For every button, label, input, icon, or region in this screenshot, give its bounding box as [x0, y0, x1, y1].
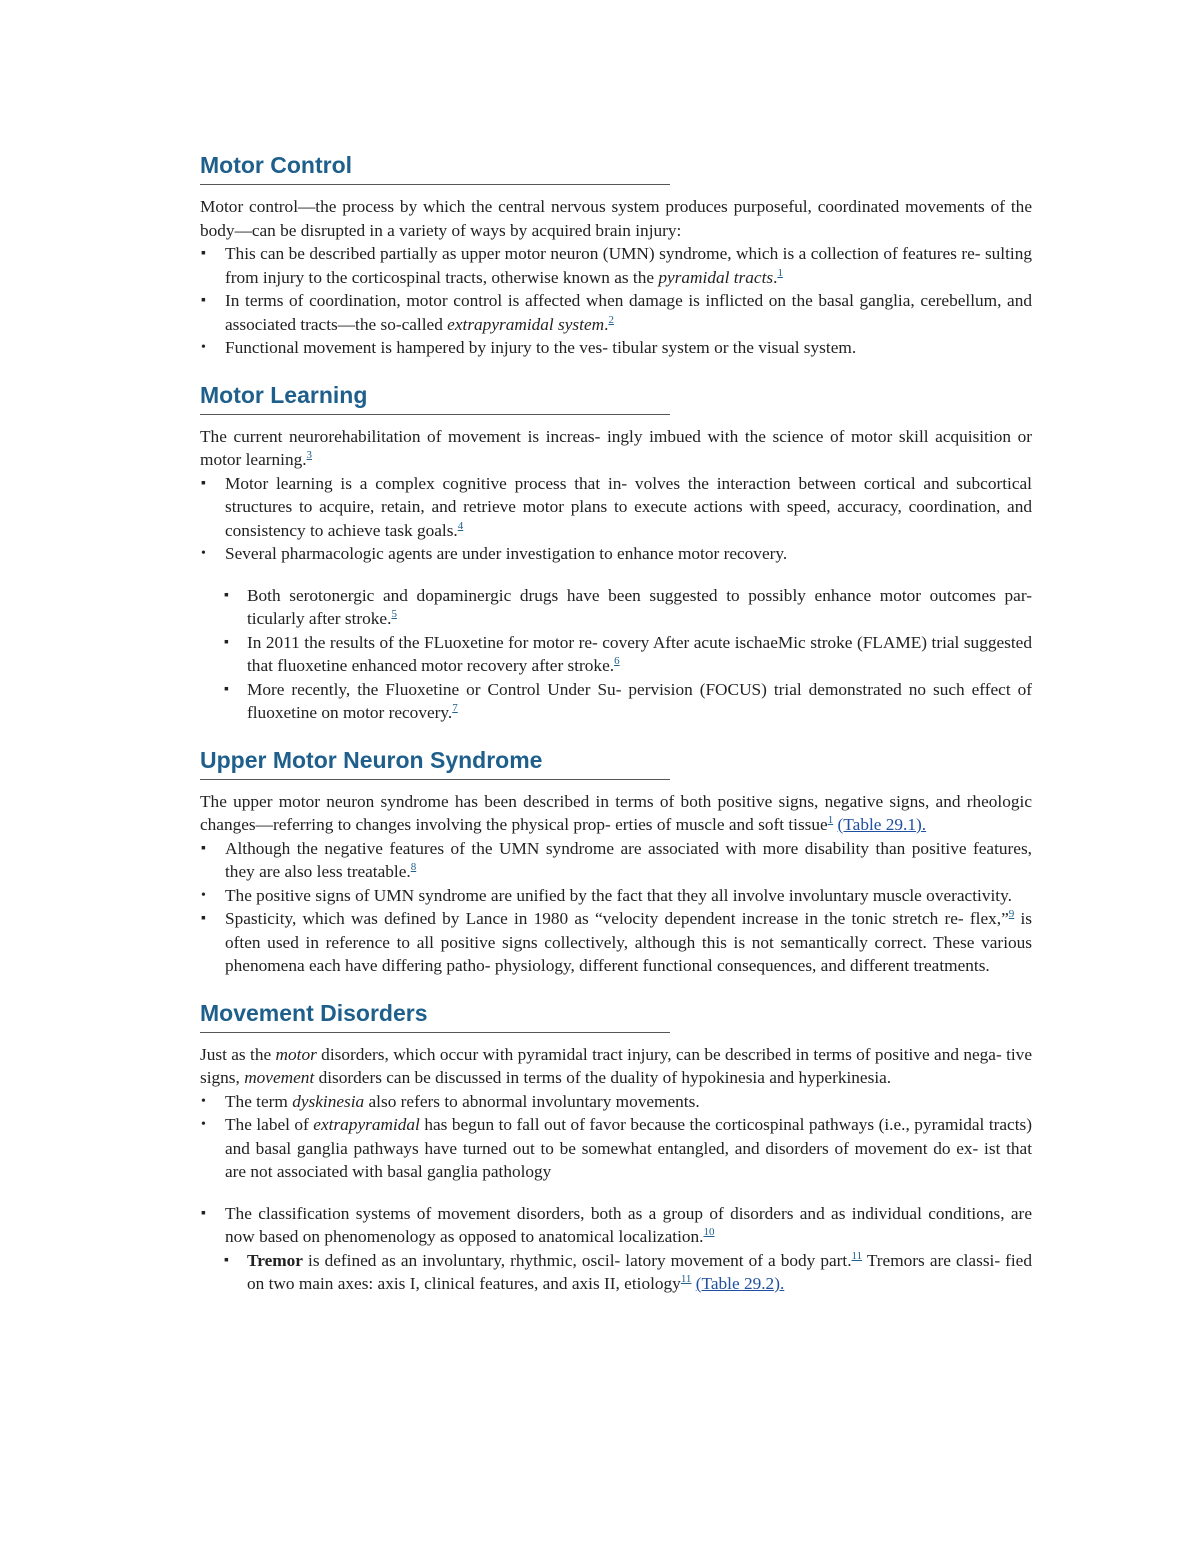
bullet-list: [200, 242, 1032, 360]
round-bullet-icon: •: [201, 1117, 206, 1132]
footnote-ref[interactable]: 5: [391, 608, 397, 621]
footnote-ref[interactable]: 11: [680, 1273, 692, 1286]
list-item: ▪ Spasticity, which was defined by Lance in 1980 as “velocity dependent increase in the tonic stretch re- flex,”$^9$ is often used in reference to all positive signs collectively, although this is not semantically correct. These various phenomena each have differing patho- physiology, different functional consequences, and different treatments.: [201, 908, 1032, 975]
square-bullet-icon: ▪: [224, 587, 229, 603]
document-page: [200, 150, 1032, 1316]
sub-bullet-list: [200, 1249, 1032, 1296]
section-intro: The upper motor neuron syndrome has been described in terms of both positive signs, negative signs, and rheologic changes—referring to changes involving the physical prop- erties of muscle and soft tissue$^1$ (Table 29.1).: [200, 791, 1032, 834]
table-link[interactable]: (Table 29.2).: [695, 1274, 785, 1293]
list-item: • Functional movement is hampered by injury to the ves- tibular system or the visual system.: [200, 336, 1032, 360]
list-item: ▪ Motor learning is a complex cognitive process that in- volves the interaction between cortical and subcortical structures to acquire, retain, and retrieve motor plans to execute actions with speed, accuracy, coordination, and consistency to achieve task goals.$^4$: [201, 473, 1032, 540]
sub-bullet-list: [200, 584, 1032, 725]
footnote-ref[interactable]: 3: [306, 449, 313, 462]
heading-rule: [200, 184, 670, 185]
list-item: ▪ In 2011 the results of the FLuoxetine for motor re- covery After acute ischaeMic stroke (FLAME) trial suggested that fluoxetine enhanced motor recovery after stroke.$^6$: [224, 632, 1032, 675]
list-item: ▪ Tremor is defined as an involuntary, rhythmic, oscil- latory movement of a body part.$^{11}$ Tremors are classi- fied on two main axes: axis I, clinical features, and axis II, etiology$^{11}$ (Table 29.2).: [224, 1249, 1032, 1293]
round-bullet-icon: •: [201, 887, 206, 903]
square-bullet-icon: ▪: [201, 840, 206, 856]
square-bullet-icon: ▪: [224, 681, 229, 697]
list-item: • The label of extrapyramidal has begun to fall out of favor because the corticospinal pathways (i.e., pyramidal tracts) and basal ganglia pathways have turned out to be somewhat entangled, and disorders of movement do ex- ist that are not associated with basal ganglia pathology: [201, 1115, 1033, 1181]
footnote-ref[interactable]: 8: [410, 861, 417, 874]
footnote-ref[interactable]: 1: [777, 266, 783, 279]
section-intro: Motor control—the process by which the central nervous system produces purposeful, coordinated movements of the body—can be disrupted in a variety of ways by acquired brain injury:: [200, 197, 1032, 240]
section-motor-control: [200, 150, 1032, 360]
heading-rule: [200, 1032, 670, 1033]
footnote-ref[interactable]: 4: [457, 519, 464, 532]
bullet-list: [200, 1202, 1032, 1249]
footnote-ref[interactable]: 7: [452, 702, 458, 715]
table-link[interactable]: (Table 29.1).: [837, 815, 927, 834]
list-item: ▪ Both serotonergic and dopaminergic drugs have been suggested to possibly enhance motor outcomes par- ticularly after stroke.$^5$: [224, 585, 1032, 628]
footnote-ref[interactable]: 11: [851, 1249, 863, 1262]
section-movement-disorders: [200, 998, 1032, 1296]
square-bullet-icon: ▪: [201, 911, 206, 926]
footnote-ref[interactable]: 2: [608, 313, 614, 326]
bullet-list: [200, 472, 1032, 566]
section-heading: Motor Learning: [200, 381, 368, 408]
list-item: • The term dyskinesia also refers to abnormal involuntary movements.: [200, 1090, 1032, 1114]
list-item: • Several pharmacologic agents are under investigation to enhance motor recovery.: [200, 542, 1032, 566]
list-item: ▪ More recently, the Fluoxetine or Control Under Su- pervision (FOCUS) trial demonstrated no such effect of fluoxetine on motor recovery.$^7$: [224, 679, 1032, 722]
square-bullet-icon: ▪: [224, 634, 229, 650]
square-bullet-icon: ▪: [201, 1205, 206, 1221]
list-item: • The positive signs of UMN syndrome are unified by the fact that they all involve involuntary muscle overactivity.: [200, 884, 1032, 908]
square-bullet-icon: ▪: [224, 1252, 229, 1268]
section-intro: Just as the motor disorders, which occur with pyramidal tract injury, can be described in terms of positive and nega- tive signs, movement disorders can be discussed in terms of the duality of hypokinesia and hyperkinesia.: [200, 1044, 1032, 1087]
square-bullet-icon: ▪: [201, 246, 206, 261]
heading-rule: [200, 414, 670, 415]
section-intro: The current neurorehabilitation of movement is increas- ingly imbued with the science of motor skill acquisition or motor learning.$^3$: [200, 426, 1032, 469]
round-bullet-icon: •: [201, 340, 206, 355]
bullet-list: [200, 837, 1032, 978]
section-umn-syndrome: [200, 745, 1032, 978]
section-motor-learning: [200, 380, 1032, 725]
footnote-ref[interactable]: 1: [827, 814, 834, 827]
section-heading: Motor Control: [200, 152, 353, 178]
footnote-ref[interactable]: 6: [614, 655, 620, 668]
list-item: ▪ The classification systems of movement disorders, both as a group of disorders and as individual conditions, are now based on phenomenology as opposed to anatomical localization.$^{10}$: [201, 1203, 1032, 1246]
list-item: ▪ Although the negative features of the UMN syndrome are associated with more disability than positive features, they are also less treatable.$^8$: [201, 838, 1032, 881]
list-item: ▪ In terms of coordination, motor control is affected when damage is inflicted on the basal ganglia, cerebellum, and associated tracts—the so-called extrapyramidal system.$^2$: [201, 291, 1032, 334]
round-bullet-icon: •: [201, 546, 206, 561]
bullet-list: [200, 1090, 1032, 1184]
section-heading: Movement Disorders: [200, 999, 428, 1026]
list-item: ▪ This can be described partially as upper motor neuron (UMN) syndrome, which is a collection of features re- sulting from injury to the corticospinal tracts, otherwise known as the pyramidal tracts.$^1$: [201, 244, 1032, 287]
round-bullet-icon: •: [201, 1093, 206, 1109]
footnote-ref[interactable]: 10: [703, 1226, 715, 1239]
footnote-ref[interactable]: 9: [1008, 908, 1015, 921]
square-bullet-icon: ▪: [201, 475, 206, 491]
section-heading: Upper Motor Neuron Syndrome: [200, 746, 543, 773]
heading-rule: [200, 779, 670, 780]
square-bullet-icon: ▪: [201, 293, 206, 308]
